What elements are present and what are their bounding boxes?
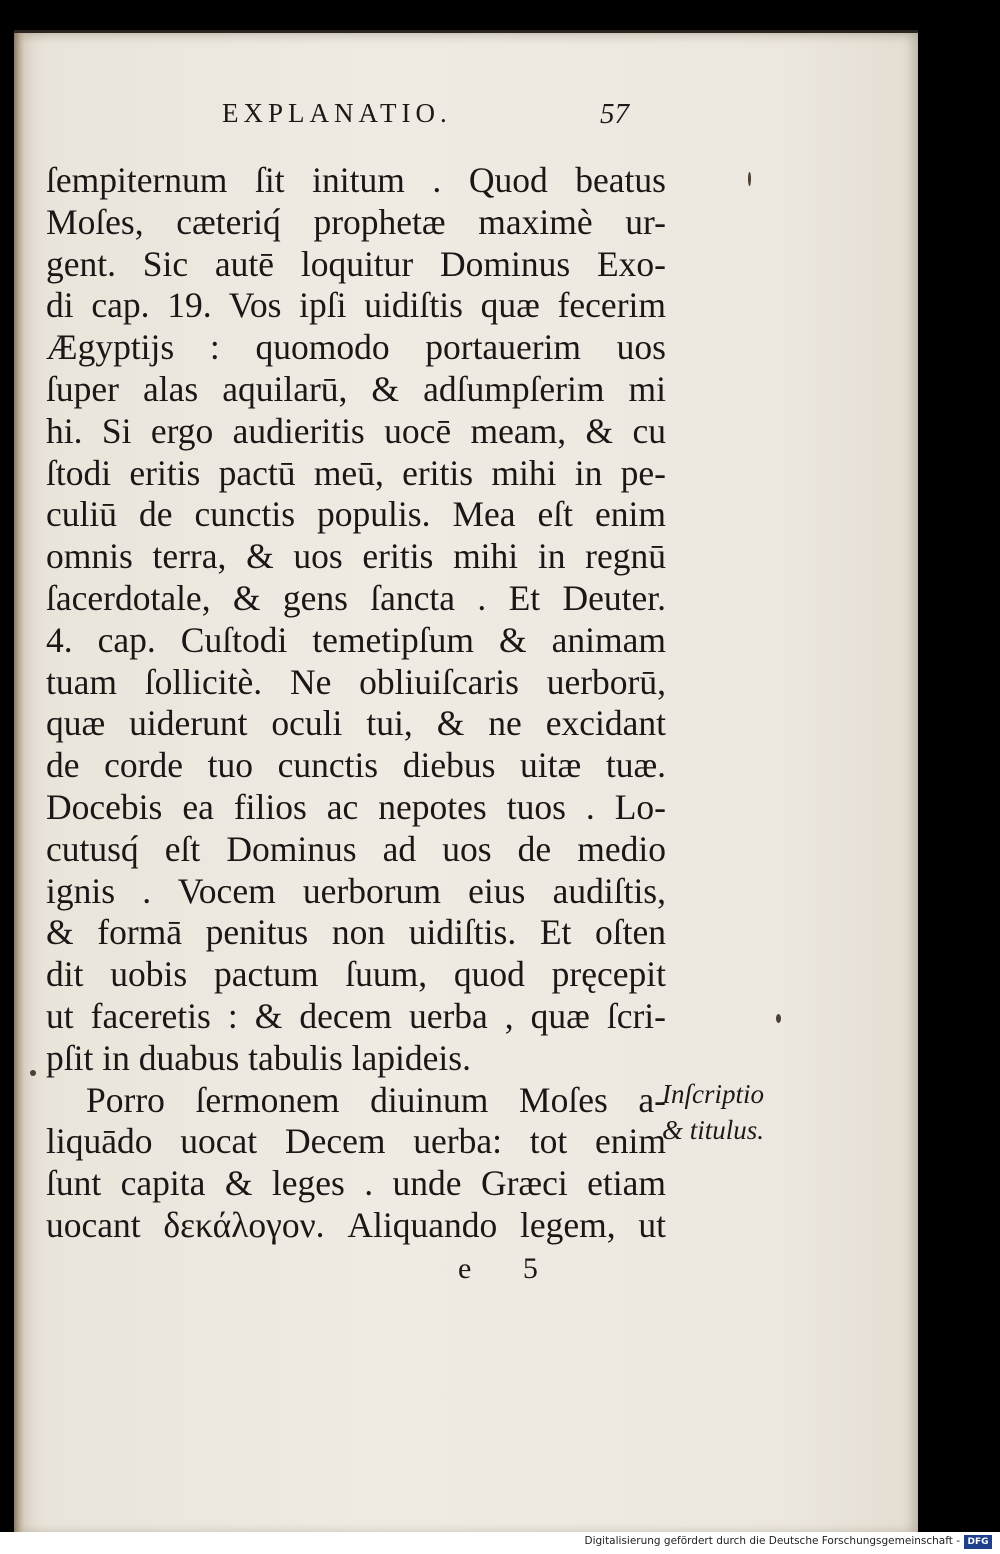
ink-speck — [776, 1014, 781, 1023]
running-head: EXPLANATIO. — [222, 98, 452, 128]
text-line: Porro ſermonem diuinum Moſes a- — [86, 1079, 666, 1120]
page-number: 57 — [600, 98, 629, 130]
funding-credit: Digitalisierung gefördert durch die Deutsche Forschungsgemeinschaft - — [584, 1535, 960, 1547]
text-line: & formā penitus non uidiſtis. Et oſten — [46, 912, 666, 953]
text-line: gent. Sic autē loquitur Dominus Exo- — [46, 243, 666, 284]
dfg-logo: DFG — [964, 1535, 992, 1549]
text-line: ſunt capita & leges . unde Græci etiam — [46, 1163, 666, 1204]
text-line: ſacerdotale, & gens ſancta . Et Deuter. — [46, 577, 666, 618]
text-line: ſtodi eritis pactū meū, eritis mihi in pe- — [46, 452, 666, 493]
text-line: quæ uiderunt oculi tui, & ne excidant — [46, 703, 666, 744]
text-line: pſit in duabus tabulis lapideis. — [46, 1037, 471, 1078]
text-line: Moſes, cæteriq́ prophetæ maximè ur- — [46, 201, 666, 242]
marginal-note — [662, 1076, 764, 1148]
text-line: hi. Si ergo audieritis uocē meam, & cu — [46, 410, 666, 451]
text-line: culiū de cunctis populis. Mea eſt enim — [46, 494, 666, 535]
text-line: Docebis ea filios ac nepotes tuos . Lo- — [46, 786, 666, 827]
signature-mark: e 5 — [458, 1252, 560, 1285]
ink-speck — [748, 172, 751, 186]
text-line: dit uobis pactum ſuum, quod pręcepit — [46, 954, 666, 995]
text-line: di cap. 19. Vos ipſi uidiſtis quæ fecerim — [46, 285, 666, 326]
marginal-note-line: Inſcriptio — [662, 1079, 764, 1109]
text-line: cutusq́ eſt Dominus ad uos de medio — [46, 828, 666, 869]
text-line: uocant δεκάλογον. Aliquando legem, ut — [46, 1204, 666, 1245]
ink-speck — [30, 1070, 36, 1076]
text-line: ſuper alas aquilarū, & adſumpſerim mi — [46, 368, 666, 409]
text-line: ignis . Vocem uerborum eius audiſtis, — [46, 870, 666, 911]
text-line: ſempiternum ſit initum . Quod beatus — [46, 160, 666, 200]
text-line: liquādo uocat Decem uerba: tot enim — [46, 1121, 666, 1162]
text-line: de corde tuo cunctis diebus uitæ tuæ. — [46, 745, 666, 786]
text-line: tuam ſollicitè. Ne obliuiſcaris uerborū, — [46, 661, 666, 702]
body-text — [46, 160, 666, 1247]
text-line: Ægyptijs : quomodo portauerim uos — [46, 327, 666, 368]
gutter-shadow — [14, 33, 24, 1535]
digitization-footer — [0, 1532, 1000, 1554]
text-line: ut faceretis : & decem uerba , quæ ſcri- — [46, 995, 666, 1036]
marginal-note-line: & titulus. — [662, 1115, 765, 1145]
text-line: 4. cap. Cuſtodi temetipſum & animam — [46, 619, 666, 660]
text-line: omnis terra, & uos eritis mihi in regnū — [46, 536, 666, 577]
